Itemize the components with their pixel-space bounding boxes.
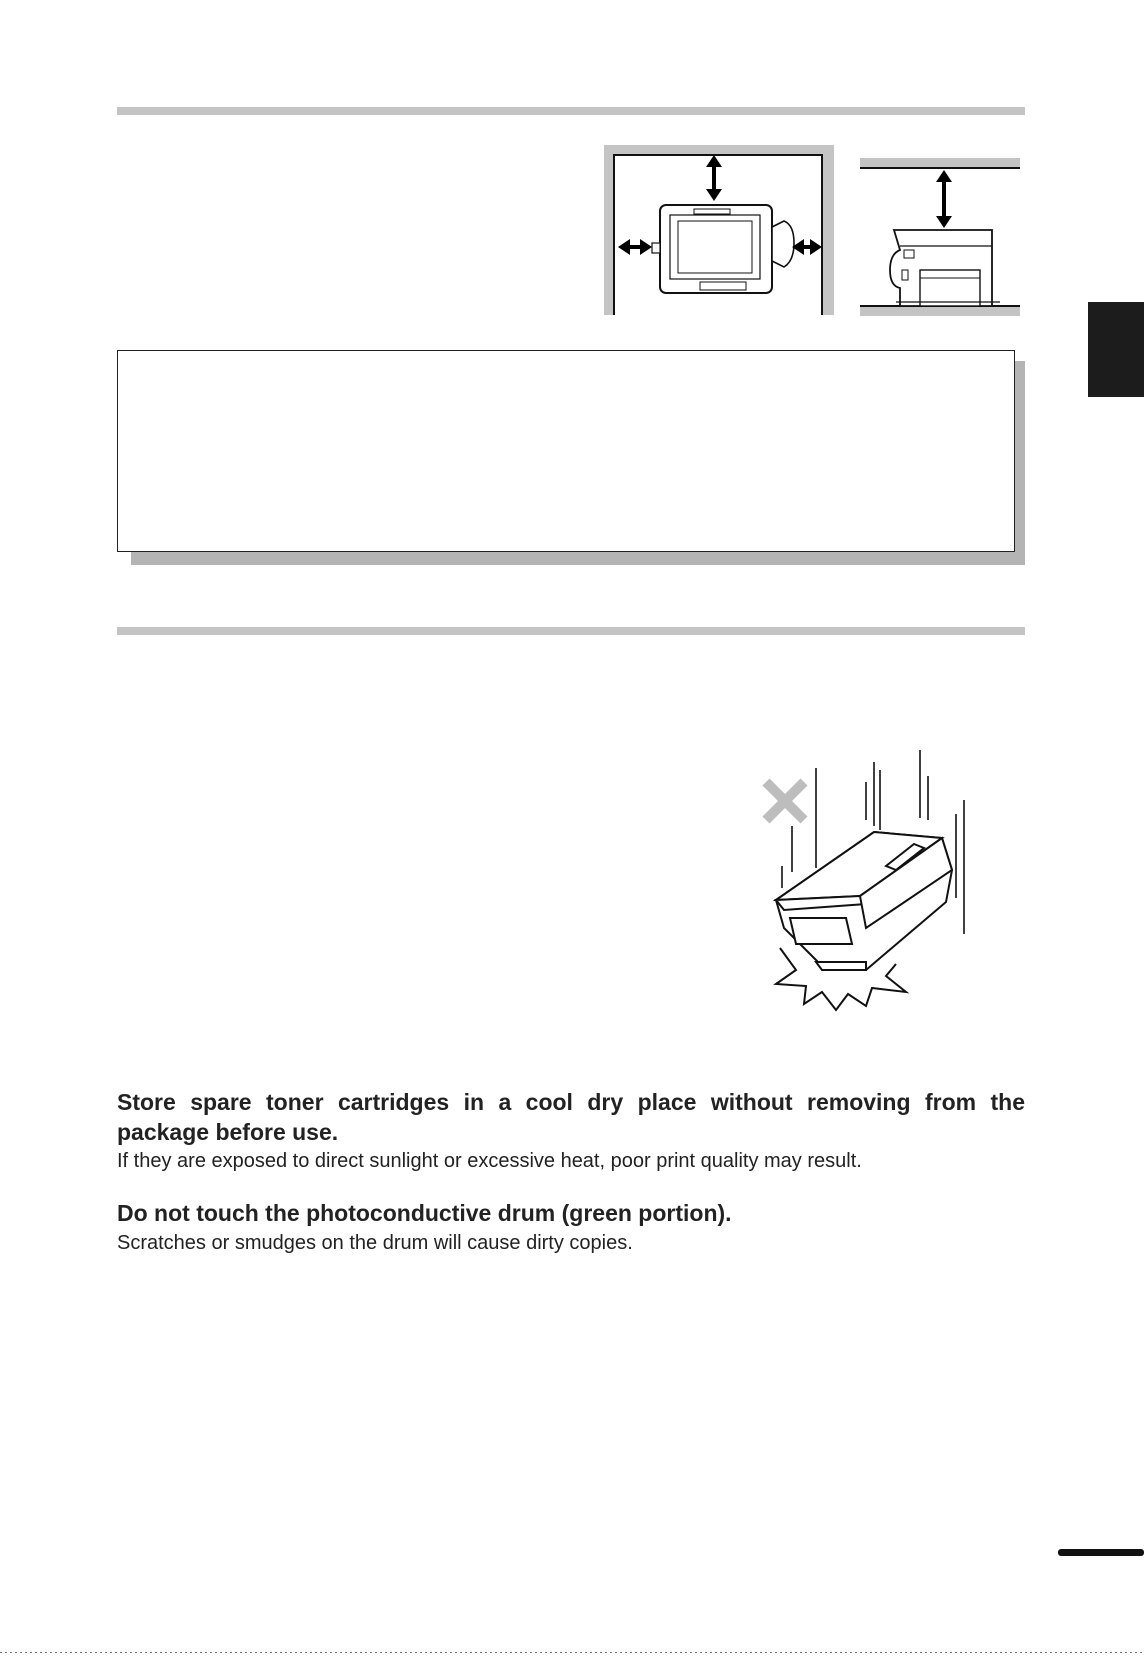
notice-box [117,350,1015,552]
clearance-top-view-figure [604,145,834,315]
page-marker-bar [1058,1549,1144,1556]
drum-heading: Do not touch the photoconductive drum (green portion). [117,1200,732,1226]
section-rule-top [117,107,1025,115]
toner-storage-body: If they are exposed to direct sunlight or excessive heat, poor print quality may result. [117,1150,862,1172]
clearance-side-view-figure [860,158,1020,316]
dropped-machine-figure [756,748,976,1018]
bottom-dotted-line [0,1652,1144,1653]
double-arrow-icon [936,170,952,228]
section-rule-middle [117,627,1025,635]
toner-storage-heading: Store spare toner cartridges in a cool dry place without removing from the package before use. [117,1089,1025,1145]
drum-body: Scratches or smudges on the drum will cause dirty copies. [117,1232,633,1254]
chapter-tab [1088,302,1144,397]
x-mark-icon [766,782,804,820]
